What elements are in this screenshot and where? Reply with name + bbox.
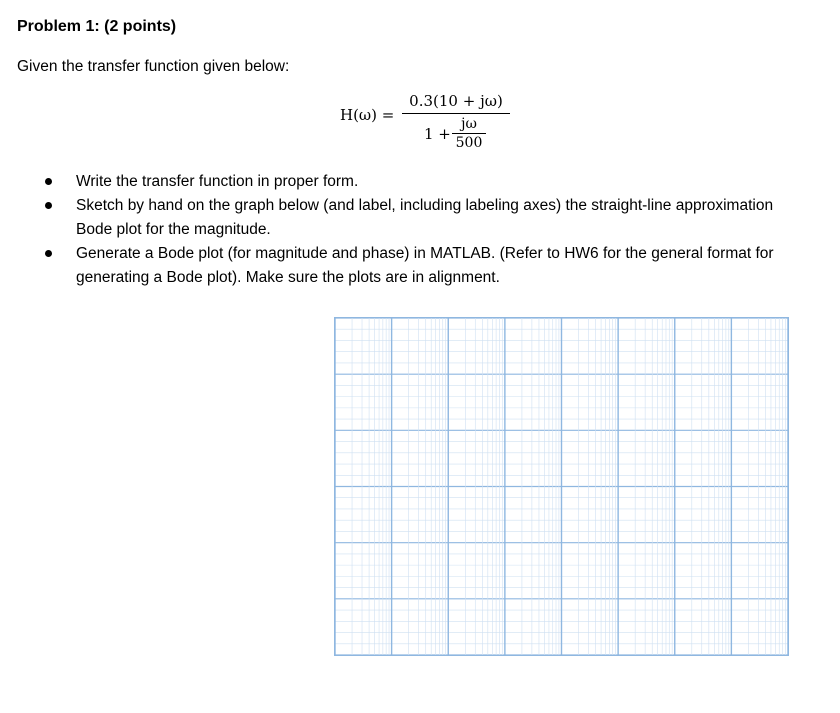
bullet-icon [45, 250, 52, 257]
bullet-icon [45, 178, 52, 185]
fraction-bar [402, 113, 510, 114]
graph-grid [335, 318, 788, 655]
problem-intro: Given the transfer function given below: [17, 58, 290, 75]
inner-fraction-bar [452, 133, 486, 134]
inner-fraction [452, 116, 486, 151]
task-item [45, 242, 775, 290]
inner-numerator: jω [461, 116, 477, 132]
denominator-constant: 1 + [424, 125, 451, 143]
task-item [45, 194, 775, 242]
task-item [45, 170, 775, 194]
inner-denominator: 500 [455, 135, 483, 151]
task-text: Write the transfer function in proper form. [76, 173, 359, 190]
semilog-graph-paper [334, 317, 789, 656]
task-list [45, 170, 775, 290]
equation-numerator: 0.3(10 + jω) [409, 92, 503, 110]
equation-lhs: H(ω) = [340, 106, 395, 124]
problem-title: Problem 1: (2 points) [17, 18, 177, 35]
equation-fraction [402, 92, 510, 154]
bullet-icon [45, 202, 52, 209]
task-text: Generate a Bode plot (for magnitude and phase) in MATLAB. (Refer to HW6 for the general format for generating a Bode plot). Make sure the plots are in alignment. [76, 245, 774, 286]
task-text: Sketch by hand on the graph below (and label, including labeling axes) the straight-line approximation Bode plot for the magnitude. [76, 197, 774, 238]
equation-denominator [402, 116, 510, 154]
